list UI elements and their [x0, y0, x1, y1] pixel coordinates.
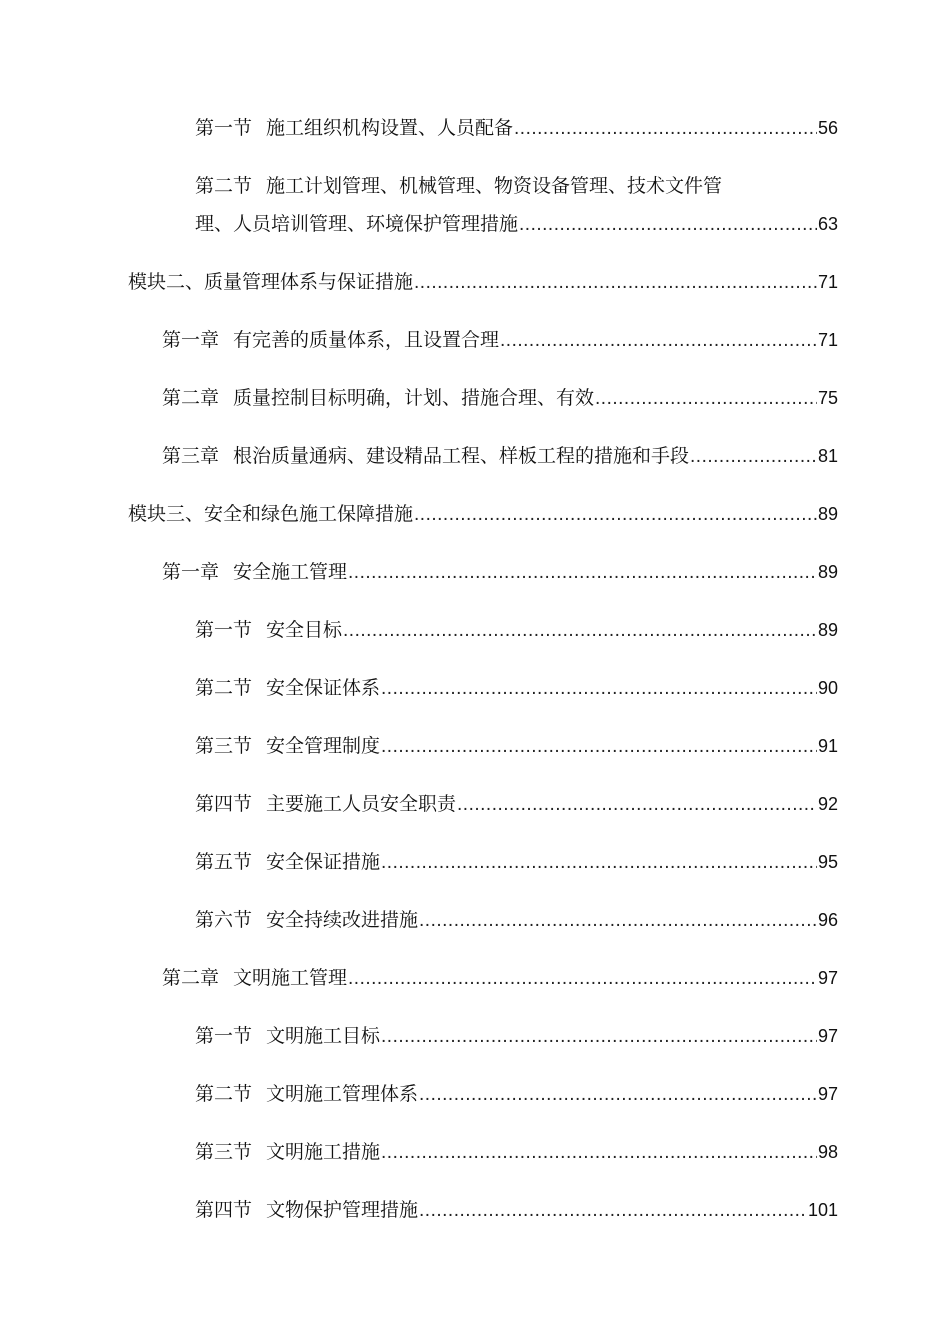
- toc-leader-dots: [457, 792, 817, 818]
- toc-entry[interactable]: [195, 617, 838, 644]
- toc-entry[interactable]: [195, 907, 838, 934]
- toc-entry[interactable]: [128, 501, 838, 528]
- toc-page-number: 75: [817, 388, 838, 408]
- toc-entry-title: 安全目标: [266, 619, 343, 641]
- toc-page-number: 96: [817, 910, 838, 930]
- toc-entry-text: [195, 115, 513, 141]
- toc-leader-dots: [381, 676, 817, 702]
- toc-leader-dots: [519, 212, 817, 238]
- toc-entry-title: 安全管理制度: [266, 735, 381, 757]
- toc-entry-title: 安全持续改进措施: [266, 909, 419, 931]
- toc-entry-title: 安全施工管理: [233, 561, 348, 583]
- toc-entry-title: 文物保护管理措施: [266, 1199, 419, 1221]
- toc-entry[interactable]: [195, 791, 838, 818]
- toc-entry-title: 有完善的质量体系，且设置合理: [233, 329, 500, 351]
- toc-leader-dots: [419, 1082, 817, 1108]
- toc-entry-text: [162, 559, 347, 585]
- toc-entry[interactable]: [162, 443, 838, 470]
- toc-leader-dots: [690, 444, 817, 470]
- toc-entry-title-continuation: 理、人员培训管理、环境保护管理措施: [195, 213, 519, 235]
- toc-entry[interactable]: [162, 385, 838, 412]
- toc-entry-number: 第一节: [195, 117, 253, 139]
- toc-entry-number: 第四节: [195, 1199, 253, 1221]
- toc-leader-dots: [348, 966, 817, 992]
- toc-entry-title: 根治质量通病、建设精品工程、样板工程的措施和手段: [233, 445, 690, 467]
- toc-entry-number: 第一节: [195, 1025, 253, 1047]
- toc-entry-text: [195, 1081, 418, 1107]
- toc-entry-text: [195, 1197, 418, 1223]
- toc-entry-text: [195, 733, 380, 759]
- toc-page-number: 71: [817, 272, 838, 292]
- toc-entry-text: [195, 617, 342, 643]
- toc-page-number: 90: [817, 678, 838, 698]
- toc-entry-title: 文明施工措施: [266, 1141, 381, 1163]
- toc-entry[interactable]: [162, 327, 838, 354]
- toc-leader-dots: [595, 386, 817, 412]
- toc-entry[interactable]: [195, 173, 838, 199]
- toc-entry-text: [162, 965, 347, 991]
- toc-entry[interactable]: [195, 115, 838, 142]
- toc-entry-text: [162, 443, 689, 469]
- toc-entry-number: 第三章: [162, 445, 220, 467]
- toc-entry[interactable]: [195, 1139, 838, 1166]
- toc-leader-dots: [381, 1024, 817, 1050]
- toc-page-number: 95: [817, 852, 838, 872]
- toc-entry-title: 质量控制目标明确，计划、措施合理、有效: [233, 387, 595, 409]
- toc-entry-number: 第三节: [195, 735, 253, 757]
- toc-entry-number: 第一章: [162, 561, 220, 583]
- toc-entry-text: [195, 1023, 380, 1049]
- toc-entry-text: [195, 675, 380, 701]
- toc-entry[interactable]: [195, 1197, 838, 1224]
- toc-entry-continuation[interactable]: [195, 211, 838, 238]
- toc-entry-text: [195, 907, 418, 933]
- toc-entry[interactable]: [195, 1081, 838, 1108]
- toc-entry-title: 施工组织机构设置、人员配备: [266, 117, 514, 139]
- toc-entry-title: 模块二、质量管理体系与保证措施: [128, 271, 414, 293]
- toc-entry[interactable]: [128, 269, 838, 296]
- toc-entry-text: [195, 849, 380, 875]
- toc-page-number: 98: [817, 1142, 838, 1162]
- toc-leader-dots: [381, 850, 817, 876]
- toc-page-number: 89: [817, 620, 838, 640]
- toc-entry[interactable]: [195, 675, 838, 702]
- toc-entry-title: 施工计划管理、机械管理、物资设备管理、技术文件管: [266, 175, 723, 197]
- toc-leader-dots: [414, 270, 817, 296]
- toc-entry-number: 第一章: [162, 329, 220, 351]
- toc-leader-dots: [419, 908, 817, 934]
- toc-entry-number: 第二章: [162, 387, 220, 409]
- toc-entry-number: 第一节: [195, 619, 253, 641]
- toc-page-number: 89: [817, 562, 838, 582]
- toc-leader-dots: [343, 618, 817, 644]
- toc-entry[interactable]: [195, 733, 838, 760]
- toc-page-number: 97: [817, 1026, 838, 1046]
- toc-entry-text: [195, 1139, 380, 1165]
- toc-entry-title: 文明施工管理: [233, 967, 348, 989]
- toc-page-number: 89: [817, 504, 838, 524]
- toc-entry-text: [162, 385, 594, 411]
- toc-entry-text: [195, 173, 722, 199]
- toc-entry-number: 第二节: [195, 1083, 253, 1105]
- toc-entry-title: 安全保证措施: [266, 851, 381, 873]
- toc-entry-number: 第二节: [195, 175, 253, 197]
- toc-entry-title: 文明施工管理体系: [266, 1083, 419, 1105]
- toc-page-number: 97: [817, 968, 838, 988]
- toc-leader-dots: [348, 560, 817, 586]
- toc-entry-number: 第二章: [162, 967, 220, 989]
- toc-entry-number: 第六节: [195, 909, 253, 931]
- toc-entry[interactable]: [195, 1023, 838, 1050]
- toc-entry-text: [162, 327, 499, 353]
- toc-entry-title: 主要施工人员安全职责: [266, 793, 457, 815]
- toc-leader-dots: [419, 1198, 807, 1224]
- toc-page-number: 101: [807, 1200, 838, 1220]
- toc-entry[interactable]: [195, 849, 838, 876]
- toc-entry-title: 模块三、安全和绿色施工保障措施: [128, 503, 414, 525]
- toc-page-number: 92: [817, 794, 838, 814]
- toc-leader-dots: [381, 734, 817, 760]
- toc-entry-number: 第五节: [195, 851, 253, 873]
- toc-page-number: 91: [817, 736, 838, 756]
- toc-entry-number: 第四节: [195, 793, 253, 815]
- toc-entry-number: 第二节: [195, 677, 253, 699]
- toc-leader-dots: [500, 328, 817, 354]
- toc-entry-number: 第三节: [195, 1141, 253, 1163]
- toc-entry-text: [195, 791, 456, 817]
- toc-page-number: 71: [817, 330, 838, 350]
- toc-leader-dots: [514, 116, 817, 142]
- toc-leader-dots: [381, 1140, 817, 1166]
- toc-page-number: 97: [817, 1084, 838, 1104]
- toc-entry[interactable]: [162, 965, 838, 992]
- toc-entry-title: 安全保证体系: [266, 677, 381, 699]
- toc-page-number: 81: [817, 446, 838, 466]
- toc-entry[interactable]: [162, 559, 838, 586]
- toc-entry-title: 文明施工目标: [266, 1025, 381, 1047]
- toc-page-number: 56: [817, 118, 838, 138]
- toc-leader-dots: [414, 502, 817, 528]
- toc-page-number: 63: [817, 214, 838, 234]
